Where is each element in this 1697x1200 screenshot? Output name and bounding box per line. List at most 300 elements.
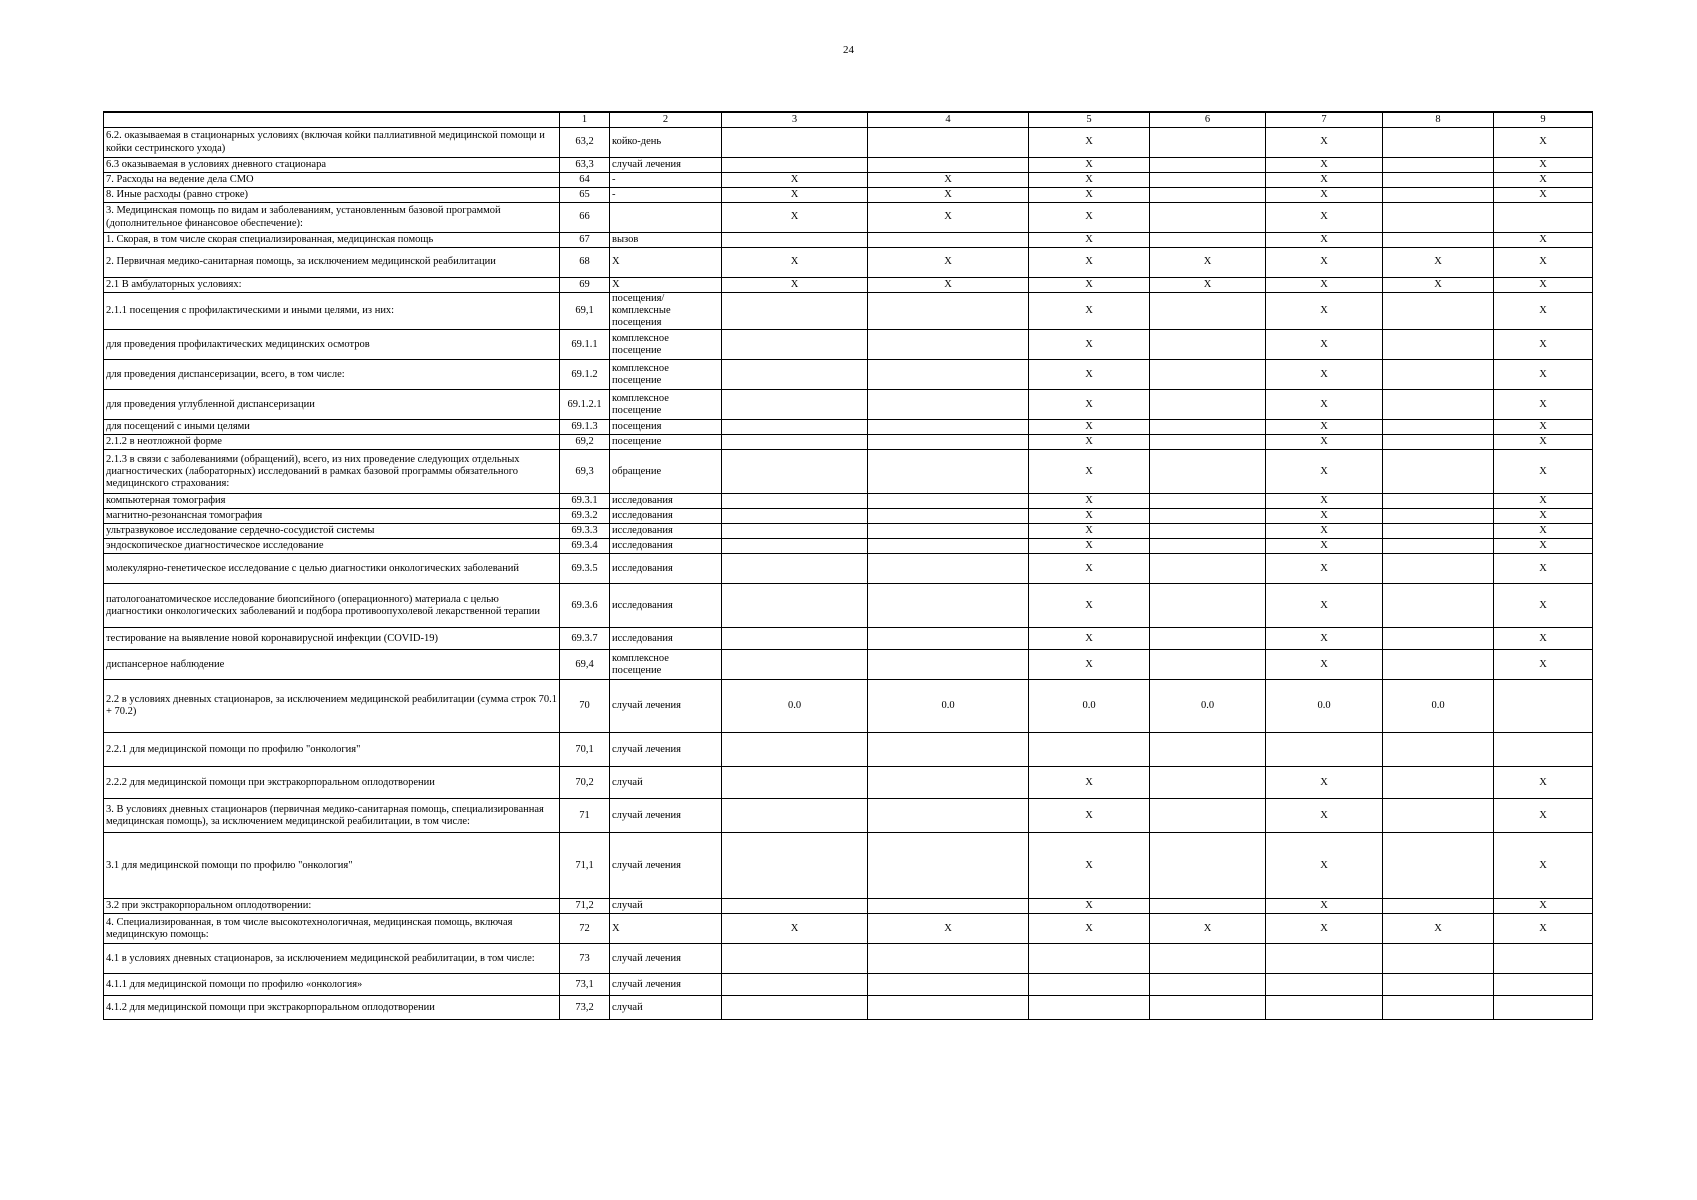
col-6-cell <box>1150 944 1266 974</box>
row-unit-cell: комплексное посещение <box>610 650 722 680</box>
col-8-cell <box>1383 974 1494 996</box>
col-8-cell: X <box>1383 914 1494 944</box>
row-name-cell: 2.1.3 в связи с заболеваниями (обращений), всего, из них проведение следующих отдельных диагностических (лабораторных) исследований в рамках базовой программы обязательного медицинского страхования: <box>104 450 560 494</box>
row-unit-cell: случай лечения <box>610 833 722 899</box>
col-6-cell <box>1150 420 1266 435</box>
col-4-cell <box>868 539 1029 554</box>
col-8-cell <box>1383 293 1494 330</box>
col-5-cell: X <box>1029 158 1150 173</box>
col-6-cell <box>1150 330 1266 360</box>
row-unit-cell: комплексное посещение <box>610 390 722 420</box>
col-7-cell: X <box>1266 767 1383 799</box>
table-row <box>104 188 1593 203</box>
col-4-cell <box>868 435 1029 450</box>
col-3-cell <box>722 996 868 1020</box>
col-8-cell <box>1383 360 1494 390</box>
col-4-cell <box>868 330 1029 360</box>
table-row <box>104 650 1593 680</box>
col-3-cell <box>722 494 868 509</box>
row-unit-cell: посещение <box>610 435 722 450</box>
col-5-cell <box>1029 733 1150 767</box>
row-name-cell: тестирование на выявление новой коронавирусной инфекции (COVID-19) <box>104 628 560 650</box>
header-cell <box>104 112 560 128</box>
col-9-cell: X <box>1494 390 1593 420</box>
table-row <box>104 944 1593 974</box>
col-9-cell: X <box>1494 628 1593 650</box>
row-name-cell: для посещений с иными целями <box>104 420 560 435</box>
table-row <box>104 390 1593 420</box>
col-6-cell <box>1150 450 1266 494</box>
col-9-cell: X <box>1494 173 1593 188</box>
col-3-cell <box>722 524 868 539</box>
col-5-cell: X <box>1029 914 1150 944</box>
col-3-cell <box>722 293 868 330</box>
row-unit-cell: комплексное посещение <box>610 360 722 390</box>
col-6-cell <box>1150 390 1266 420</box>
col-4-cell: X <box>868 278 1029 293</box>
row-name-cell: диспансерное наблюдение <box>104 650 560 680</box>
col-7-cell <box>1266 944 1383 974</box>
row-name-cell: для проведения диспансеризации, всего, в том числе: <box>104 360 560 390</box>
col-6-cell <box>1150 628 1266 650</box>
table-row <box>104 584 1593 628</box>
table-row <box>104 767 1593 799</box>
col-5-cell: X <box>1029 584 1150 628</box>
col-8-cell <box>1383 435 1494 450</box>
col-5-cell: X <box>1029 799 1150 833</box>
col-9-cell: X <box>1494 509 1593 524</box>
col-8-cell <box>1383 233 1494 248</box>
col-5-cell: X <box>1029 554 1150 584</box>
col-4-cell <box>868 233 1029 248</box>
col-6-cell <box>1150 435 1266 450</box>
row-number-cell: 69.3.1 <box>560 494 610 509</box>
col-4-cell <box>868 158 1029 173</box>
row-name-cell: 3.2 при экстракорпоральном оплодотворении: <box>104 899 560 914</box>
col-7-cell: X <box>1266 584 1383 628</box>
col-3-cell: X <box>722 278 868 293</box>
row-number-cell: 64 <box>560 173 610 188</box>
row-number-cell: 63,3 <box>560 158 610 173</box>
row-unit-cell: X <box>610 914 722 944</box>
col-6-cell <box>1150 974 1266 996</box>
row-number-cell: 72 <box>560 914 610 944</box>
table-row <box>104 435 1593 450</box>
col-5-cell: X <box>1029 188 1150 203</box>
col-8-cell <box>1383 330 1494 360</box>
col-9-cell: X <box>1494 799 1593 833</box>
col-4-cell <box>868 420 1029 435</box>
row-unit-cell: случай лечения <box>610 799 722 833</box>
col-6-cell <box>1150 360 1266 390</box>
col-3-cell <box>722 767 868 799</box>
col-5-cell: X <box>1029 330 1150 360</box>
row-name-cell: 2.1 В амбулаторных условиях: <box>104 278 560 293</box>
header-cell: 6 <box>1150 112 1266 128</box>
row-name-cell: 4.1 в условиях дневных стационаров, за исключением медицинской реабилитации, в том числе: <box>104 944 560 974</box>
col-8-cell: X <box>1383 278 1494 293</box>
col-8-cell <box>1383 390 1494 420</box>
col-7-cell: X <box>1266 360 1383 390</box>
col-3-cell <box>722 733 868 767</box>
row-name-cell: 6.2. оказываемая в стационарных условиях (включая койки паллиативной медицинской помощи и койки сестринского ухода) <box>104 128 560 158</box>
col-5-cell: 0.0 <box>1029 680 1150 733</box>
col-9-cell: X <box>1494 330 1593 360</box>
header-cell: 4 <box>868 112 1029 128</box>
row-name-cell: 2. Первичная медико-санитарная помощь, за исключением медицинской реабилитации <box>104 248 560 278</box>
col-8-cell <box>1383 833 1494 899</box>
row-name-cell: магнитно-резонансная томография <box>104 509 560 524</box>
row-unit-cell: обращение <box>610 450 722 494</box>
col-7-cell: X <box>1266 278 1383 293</box>
row-unit-cell: случай <box>610 899 722 914</box>
col-4-cell: X <box>868 248 1029 278</box>
row-unit-cell: комплексное посещение <box>610 330 722 360</box>
col-4-cell: X <box>868 203 1029 233</box>
col-4-cell <box>868 996 1029 1020</box>
row-number-cell: 73,2 <box>560 996 610 1020</box>
col-8-cell <box>1383 554 1494 584</box>
col-9-cell: X <box>1494 524 1593 539</box>
col-3-cell <box>722 584 868 628</box>
row-name-cell: 6.3 оказываемая в условиях дневного стационара <box>104 158 560 173</box>
col-9-cell: X <box>1494 584 1593 628</box>
row-name-cell: эндоскопическое диагностическое исследование <box>104 539 560 554</box>
col-4-cell: X <box>868 914 1029 944</box>
col-9-cell <box>1494 203 1593 233</box>
col-8-cell <box>1383 584 1494 628</box>
col-8-cell <box>1383 524 1494 539</box>
col-9-cell: X <box>1494 233 1593 248</box>
col-9-cell <box>1494 944 1593 974</box>
col-7-cell: X <box>1266 554 1383 584</box>
col-3-cell <box>722 435 868 450</box>
col-6-cell <box>1150 733 1266 767</box>
col-3-cell <box>722 128 868 158</box>
col-4-cell <box>868 509 1029 524</box>
col-6-cell <box>1150 173 1266 188</box>
col-4-cell <box>868 733 1029 767</box>
table-row <box>104 799 1593 833</box>
col-9-cell: X <box>1494 188 1593 203</box>
col-7-cell: X <box>1266 450 1383 494</box>
col-5-cell: X <box>1029 539 1150 554</box>
col-3-cell <box>722 650 868 680</box>
row-number-cell: 69,3 <box>560 450 610 494</box>
col-3-cell: X <box>722 173 868 188</box>
table-row <box>104 293 1593 330</box>
col-3-cell <box>722 158 868 173</box>
row-name-cell: 4. Специализированная, в том числе высокотехнологичная, медицинская помощь, включая медицинскую помощь: <box>104 914 560 944</box>
row-name-cell: 7. Расходы на ведение дела СМО <box>104 173 560 188</box>
col-3-cell <box>722 554 868 584</box>
table-row <box>104 914 1593 944</box>
col-6-cell <box>1150 899 1266 914</box>
row-name-cell: 2.2.2 для медицинской помощи при экстракорпоральном оплодотворении <box>104 767 560 799</box>
row-number-cell: 65 <box>560 188 610 203</box>
col-7-cell <box>1266 733 1383 767</box>
col-8-cell <box>1383 450 1494 494</box>
col-8-cell <box>1383 420 1494 435</box>
col-9-cell: X <box>1494 128 1593 158</box>
col-3-cell <box>722 899 868 914</box>
table-row <box>104 733 1593 767</box>
col-5-cell: X <box>1029 450 1150 494</box>
col-8-cell <box>1383 733 1494 767</box>
table-row <box>104 248 1593 278</box>
col-7-cell: X <box>1266 650 1383 680</box>
col-6-cell <box>1150 188 1266 203</box>
col-5-cell: X <box>1029 233 1150 248</box>
header-row <box>104 112 1593 128</box>
col-3-cell <box>722 509 868 524</box>
row-unit-cell: вызов <box>610 233 722 248</box>
col-4-cell: X <box>868 173 1029 188</box>
row-unit-cell: случай <box>610 767 722 799</box>
col-4-cell <box>868 360 1029 390</box>
row-number-cell: 63,2 <box>560 128 610 158</box>
col-9-cell: X <box>1494 767 1593 799</box>
col-8-cell <box>1383 539 1494 554</box>
col-9-cell <box>1494 680 1593 733</box>
header-cell: 7 <box>1266 112 1383 128</box>
col-7-cell: 0.0 <box>1266 680 1383 733</box>
col-3-cell <box>722 944 868 974</box>
col-8-cell <box>1383 628 1494 650</box>
row-number-cell: 73 <box>560 944 610 974</box>
col-4-cell <box>868 293 1029 330</box>
row-unit-cell: - <box>610 173 722 188</box>
row-number-cell: 70,1 <box>560 733 610 767</box>
row-number-cell: 69.1.1 <box>560 330 610 360</box>
row-number-cell: 71,2 <box>560 899 610 914</box>
col-8-cell <box>1383 996 1494 1020</box>
col-8-cell <box>1383 650 1494 680</box>
table-row <box>104 628 1593 650</box>
col-4-cell <box>868 494 1029 509</box>
col-3-cell <box>722 420 868 435</box>
col-6-cell <box>1150 584 1266 628</box>
row-unit-cell: исследования <box>610 524 722 539</box>
row-number-cell: 69.1.2 <box>560 360 610 390</box>
col-8-cell: 0.0 <box>1383 680 1494 733</box>
row-name-cell: для проведения профилактических медицинских осмотров <box>104 330 560 360</box>
col-4-cell <box>868 390 1029 420</box>
col-5-cell: X <box>1029 899 1150 914</box>
table-row <box>104 680 1593 733</box>
col-9-cell: X <box>1494 450 1593 494</box>
col-7-cell: X <box>1266 330 1383 360</box>
row-name-cell: 3.1 для медицинской помощи по профилю "онкология" <box>104 833 560 899</box>
col-4-cell <box>868 799 1029 833</box>
col-4-cell <box>868 450 1029 494</box>
col-7-cell: X <box>1266 833 1383 899</box>
table-row <box>104 539 1593 554</box>
table-row <box>104 996 1593 1020</box>
col-5-cell: X <box>1029 524 1150 539</box>
col-7-cell: X <box>1266 390 1383 420</box>
col-5-cell: X <box>1029 128 1150 158</box>
col-3-cell <box>722 833 868 899</box>
col-5-cell: X <box>1029 390 1150 420</box>
row-name-cell: 4.1.2 для медицинской помощи при экстракорпоральном оплодотворении <box>104 996 560 1020</box>
table-row <box>104 833 1593 899</box>
row-name-cell: 8. Иные расходы (равно строке) <box>104 188 560 203</box>
col-4-cell <box>868 767 1029 799</box>
col-7-cell: X <box>1266 799 1383 833</box>
header-cell: 9 <box>1494 112 1593 128</box>
row-number-cell: 71 <box>560 799 610 833</box>
table-row <box>104 494 1593 509</box>
header-cell: 2 <box>610 112 722 128</box>
col-9-cell: X <box>1494 539 1593 554</box>
col-4-cell: 0.0 <box>868 680 1029 733</box>
col-4-cell <box>868 650 1029 680</box>
col-6-cell <box>1150 799 1266 833</box>
table-row <box>104 899 1593 914</box>
row-name-cell: ультразвуковое исследование сердечно-сосудистой системы <box>104 524 560 539</box>
col-9-cell: X <box>1494 248 1593 278</box>
table-row <box>104 420 1593 435</box>
row-unit-cell: X <box>610 248 722 278</box>
table-row <box>104 233 1593 248</box>
col-7-cell: X <box>1266 435 1383 450</box>
row-number-cell: 73,1 <box>560 974 610 996</box>
row-name-cell: компьютерная томография <box>104 494 560 509</box>
col-4-cell <box>868 524 1029 539</box>
row-number-cell: 69 <box>560 278 610 293</box>
col-3-cell <box>722 450 868 494</box>
col-9-cell <box>1494 733 1593 767</box>
col-9-cell: X <box>1494 650 1593 680</box>
row-number-cell: 69,2 <box>560 435 610 450</box>
col-9-cell: X <box>1494 420 1593 435</box>
row-unit-cell: исследования <box>610 628 722 650</box>
col-7-cell: X <box>1266 494 1383 509</box>
row-number-cell: 69.3.4 <box>560 539 610 554</box>
row-unit-cell: случай лечения <box>610 733 722 767</box>
row-name-cell: 3. В условиях дневных стационаров (первичная медико-санитарная помощь, специализированная медицинская помощь), за исключением медицинской реабилитации, в том числе: <box>104 799 560 833</box>
row-unit-cell: посещения/комплексные посещения <box>610 293 722 330</box>
row-number-cell: 69,4 <box>560 650 610 680</box>
col-9-cell: X <box>1494 899 1593 914</box>
col-7-cell: X <box>1266 509 1383 524</box>
col-9-cell: X <box>1494 158 1593 173</box>
table-row <box>104 509 1593 524</box>
col-5-cell: X <box>1029 628 1150 650</box>
col-5-cell: X <box>1029 494 1150 509</box>
col-6-cell <box>1150 203 1266 233</box>
row-number-cell: 69.3.6 <box>560 584 610 628</box>
col-7-cell: X <box>1266 188 1383 203</box>
row-name-cell: 2.1.2 в неотложной форме <box>104 435 560 450</box>
row-name-cell: патологоанатомическое исследование биопсийного (операционного) материала с целью диагностики онкологических заболеваний и подбора противоопухолевой лекарственной терапии <box>104 584 560 628</box>
col-7-cell: X <box>1266 293 1383 330</box>
col-9-cell: X <box>1494 494 1593 509</box>
col-6-cell: X <box>1150 278 1266 293</box>
row-unit-cell: случай лечения <box>610 680 722 733</box>
col-7-cell: X <box>1266 539 1383 554</box>
row-unit-cell: случай лечения <box>610 158 722 173</box>
col-5-cell: X <box>1029 420 1150 435</box>
col-7-cell: X <box>1266 158 1383 173</box>
header-cell: 3 <box>722 112 868 128</box>
row-unit-cell: исследования <box>610 554 722 584</box>
col-3-cell <box>722 233 868 248</box>
col-6-cell: X <box>1150 914 1266 944</box>
col-3-cell <box>722 330 868 360</box>
col-3-cell <box>722 974 868 996</box>
row-number-cell: 70,2 <box>560 767 610 799</box>
col-7-cell: X <box>1266 914 1383 944</box>
col-3-cell <box>722 539 868 554</box>
col-4-cell <box>868 974 1029 996</box>
col-4-cell <box>868 554 1029 584</box>
row-number-cell: 69.1.3 <box>560 420 610 435</box>
col-9-cell: X <box>1494 435 1593 450</box>
col-6-cell <box>1150 524 1266 539</box>
header-cell: 8 <box>1383 112 1494 128</box>
col-5-cell <box>1029 944 1150 974</box>
col-6-cell <box>1150 233 1266 248</box>
row-number-cell: 69.1.2.1 <box>560 390 610 420</box>
row-number-cell: 66 <box>560 203 610 233</box>
table-row <box>104 158 1593 173</box>
col-8-cell <box>1383 899 1494 914</box>
col-6-cell <box>1150 767 1266 799</box>
col-9-cell: X <box>1494 293 1593 330</box>
row-name-cell: 4.1.1 для медицинской помощи по профилю «онкология» <box>104 974 560 996</box>
row-name-cell: 2.2 в условиях дневных стационаров, за исключением медицинской реабилитации (сумма строк 70.1 + 70.2) <box>104 680 560 733</box>
row-unit-cell: исследования <box>610 584 722 628</box>
col-6-cell <box>1150 293 1266 330</box>
col-8-cell <box>1383 158 1494 173</box>
col-5-cell <box>1029 974 1150 996</box>
col-3-cell: X <box>722 203 868 233</box>
row-number-cell: 69.3.7 <box>560 628 610 650</box>
col-7-cell <box>1266 996 1383 1020</box>
row-name-cell: 1. Скорая, в том числе скорая специализированная, медицинская помощь <box>104 233 560 248</box>
col-6-cell: X <box>1150 248 1266 278</box>
col-9-cell <box>1494 974 1593 996</box>
row-name-cell: 3. Медицинская помощь по видам и заболеваниям, установленным базовой программой (дополнительное финансовое обеспечение): <box>104 203 560 233</box>
col-8-cell <box>1383 128 1494 158</box>
header-cell: 1 <box>560 112 610 128</box>
row-unit-cell <box>610 203 722 233</box>
row-unit-cell: койко-день <box>610 128 722 158</box>
col-3-cell: X <box>722 914 868 944</box>
col-7-cell: X <box>1266 899 1383 914</box>
col-5-cell: X <box>1029 767 1150 799</box>
col-3-cell <box>722 390 868 420</box>
col-8-cell <box>1383 509 1494 524</box>
col-3-cell: 0.0 <box>722 680 868 733</box>
col-6-cell <box>1150 554 1266 584</box>
col-8-cell <box>1383 203 1494 233</box>
col-8-cell <box>1383 494 1494 509</box>
col-7-cell: X <box>1266 233 1383 248</box>
row-unit-cell: случай лечения <box>610 944 722 974</box>
col-9-cell: X <box>1494 360 1593 390</box>
col-5-cell: X <box>1029 278 1150 293</box>
col-7-cell: X <box>1266 173 1383 188</box>
col-5-cell <box>1029 996 1150 1020</box>
table-row <box>104 450 1593 494</box>
col-5-cell: X <box>1029 248 1150 278</box>
col-3-cell: X <box>722 248 868 278</box>
page-number: 24 <box>843 44 854 56</box>
row-number-cell: 67 <box>560 233 610 248</box>
